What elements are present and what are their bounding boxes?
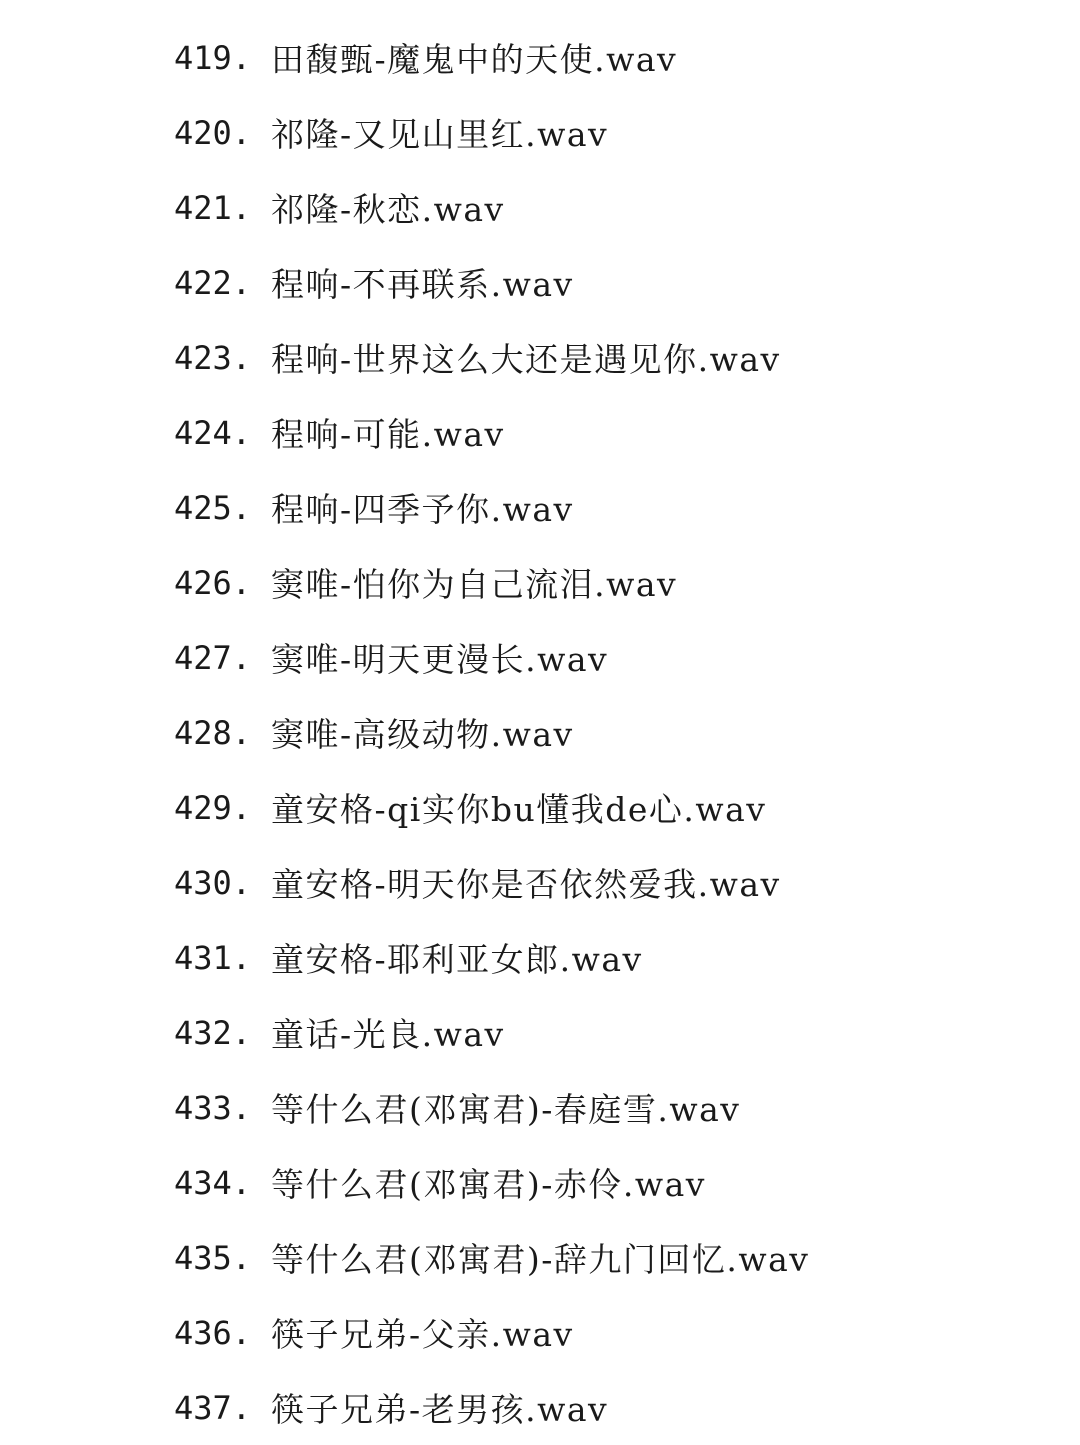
item-number: 428.: [174, 713, 252, 752]
item-number: 426.: [174, 563, 252, 602]
item-filename: 田馥甄-魔鬼中的天使.wav: [271, 40, 678, 79]
item-number: 431.: [174, 938, 252, 977]
item-filename: 筷子兄弟-父亲.wav: [271, 1315, 574, 1354]
list-item: [0, 995, 1080, 1070]
list-item: [0, 770, 1080, 845]
item-filename: 程响-不再联系.wav: [271, 265, 574, 304]
list-item: [0, 845, 1080, 920]
list-item: [0, 620, 1080, 695]
list-item: [0, 695, 1080, 770]
list-item: [0, 1295, 1080, 1370]
item-filename: 程响-可能.wav: [271, 415, 505, 454]
item-filename: 童安格-耶利亚女郎.wav: [271, 940, 643, 979]
item-number: 427.: [174, 638, 252, 677]
item-filename: 筷子兄弟-老男孩.wav: [271, 1390, 609, 1429]
item-filename: 祁隆-又见山里红.wav: [271, 115, 609, 154]
item-number: 420.: [174, 113, 252, 152]
item-filename: 等什么君(邓寓君)-春庭雪.wav: [271, 1090, 741, 1129]
list-item: [0, 170, 1080, 245]
item-filename: 等什么君(邓寓君)-辞九门回忆.wav: [271, 1240, 810, 1279]
list-item: [0, 95, 1080, 170]
list-item: [0, 245, 1080, 320]
list-item: [0, 395, 1080, 470]
song-file-list: [0, 20, 1080, 1445]
item-number: 432.: [174, 1013, 252, 1052]
item-filename: 程响-世界这么大还是遇见你.wav: [271, 340, 781, 379]
item-number: 434.: [174, 1163, 252, 1202]
list-item: [0, 920, 1080, 995]
list-item: [0, 1370, 1080, 1445]
item-filename: 程响-四季予你.wav: [271, 490, 574, 529]
item-filename: 等什么君(邓寓君)-赤伶.wav: [271, 1165, 706, 1204]
list-item: [0, 1220, 1080, 1295]
item-number: 423.: [174, 338, 252, 377]
item-filename: 童话-光良.wav: [271, 1015, 505, 1054]
item-number: 436.: [174, 1313, 252, 1352]
item-number: 425.: [174, 488, 252, 527]
item-number: 429.: [174, 788, 252, 827]
item-number: 430.: [174, 863, 252, 902]
list-item: [0, 1070, 1080, 1145]
item-number: 435.: [174, 1238, 252, 1277]
item-filename: 童安格-qi实你bu懂我de心.wav: [271, 790, 767, 829]
item-filename: 童安格-明天你是否依然爱我.wav: [271, 865, 781, 904]
list-item: [0, 20, 1080, 95]
item-filename: 窦唯-高级动物.wav: [271, 715, 574, 754]
list-item: [0, 320, 1080, 395]
list-item: [0, 470, 1080, 545]
item-number: 437.: [174, 1388, 252, 1427]
item-filename: 窦唯-怕你为自己流泪.wav: [271, 565, 678, 604]
item-number: 422.: [174, 263, 252, 302]
item-number: 424.: [174, 413, 252, 452]
item-number: 421.: [174, 188, 252, 227]
item-number: 433.: [174, 1088, 252, 1127]
list-item: [0, 1145, 1080, 1220]
item-filename: 祁隆-秋恋.wav: [271, 190, 505, 229]
list-item: [0, 545, 1080, 620]
item-filename: 窦唯-明天更漫长.wav: [271, 640, 609, 679]
item-number: 419.: [174, 38, 252, 77]
